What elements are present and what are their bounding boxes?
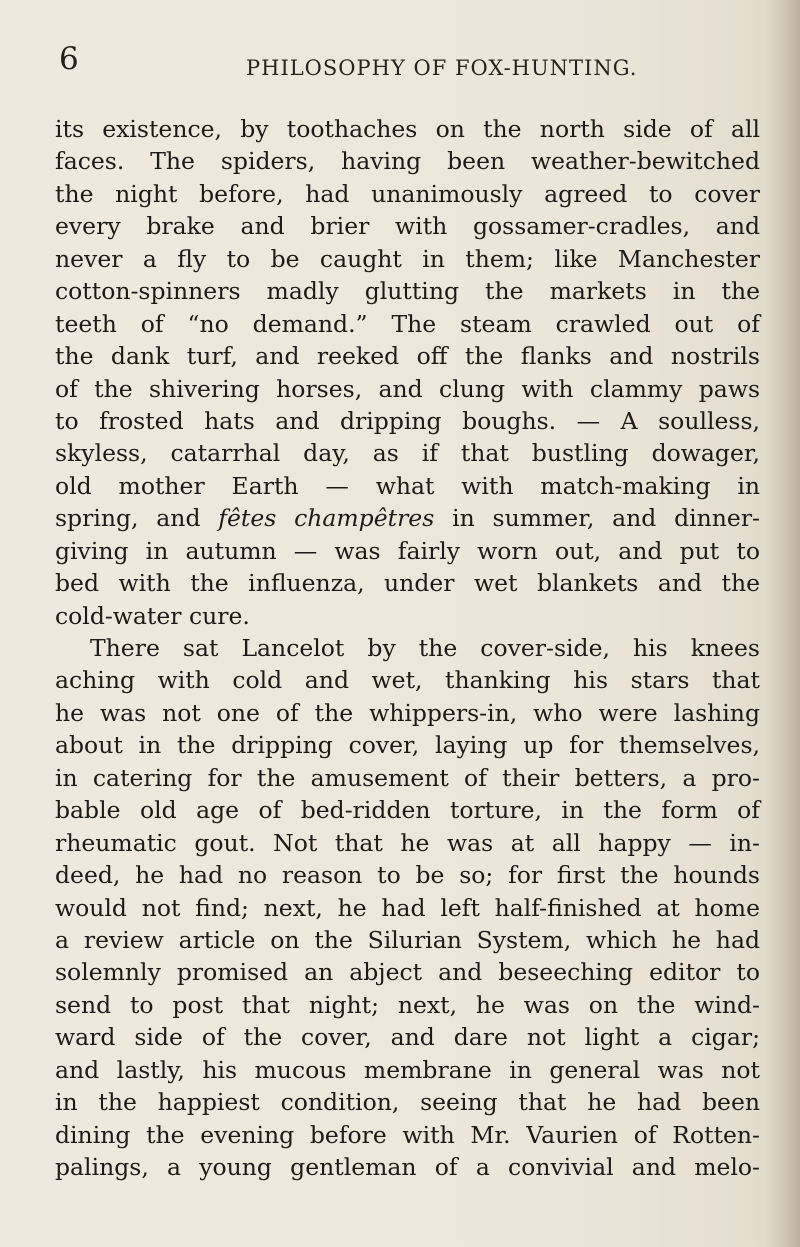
text-line: to frosted hats and dripping boughs. — A soulless, — [55, 406, 760, 435]
running-head: PHILOSOPHY OF FOX-HUNTING. — [246, 56, 638, 80]
text-line: faces. The spiders, having been weather-bewitched — [55, 147, 760, 176]
body-text — [55, 113, 760, 1183]
text-line: old mother Earth — what with match-making in — [55, 471, 760, 500]
text-line-with-italic — [55, 502, 760, 534]
text-line: skyless, catarrhal day, as if that bustling dowager, — [55, 439, 760, 468]
paragraph-end-line: cold-water cure. — [55, 601, 250, 630]
paragraph-start-line: There sat Lancelot by the cover-side, his knees — [90, 634, 760, 662]
text-line: solemnly promised an abject and beseeching editor to — [55, 958, 760, 987]
page-gutter-shadow — [766, 0, 800, 1247]
text-line: the night before, had unanimously agreed to cover — [55, 179, 760, 208]
text-line: would not find; next, he had left half-finished at home — [55, 893, 760, 922]
text-line: deed, he had no reason to be so; for first the hounds — [55, 861, 760, 890]
text-line: aching with cold and wet, thanking his stars that — [55, 666, 760, 695]
text-line: giving in autumn — was fairly worn out, and put to — [55, 536, 760, 565]
text-line: bed with the influenza, under wet blankets and the — [55, 569, 760, 598]
text-line: dining the evening before with Mr. Vaurien of Rotten- — [55, 1120, 760, 1149]
text-line: he was not one of the whippers-in, who were lashing — [55, 698, 760, 727]
text-line: palings, a young gentleman of a convivial and melo- — [55, 1153, 760, 1181]
text-line: every brake and brier with gossamer-cradles, and — [55, 212, 760, 241]
line-segment: in summer, and dinner- — [434, 504, 760, 533]
text-line: of the shivering horses, and clung with clammy paws — [55, 374, 760, 403]
text-line: cotton-spinners madly glutting the markets in the — [55, 277, 760, 306]
line-segment: spring, and — [55, 504, 219, 533]
text-line: rheumatic gout. Not that he was at all happy — in- — [55, 828, 760, 857]
text-line: and lastly, his mucous membrane in general was not — [55, 1055, 760, 1084]
text-line: its existence, by toothaches on the north side of all — [55, 115, 760, 143]
text-line: a review article on the Silurian System, which he had — [55, 925, 760, 954]
text-line: never a fly to be caught in them; like Manchester — [55, 244, 760, 273]
text-line: teeth of “no demand.” The steam crawled out of — [55, 309, 760, 338]
text-line: in catering for the amusement of their betters, a pro- — [55, 763, 760, 792]
page-number: 6 — [59, 41, 79, 77]
text-line: ward side of the cover, and dare not light a cigar; — [55, 1023, 760, 1052]
text-line: in the happiest condition, seeing that he had been — [55, 1088, 760, 1117]
text-line: the dank turf, and reeked off the flanks and nostrils — [55, 342, 760, 371]
text-line: about in the dripping cover, laying up for themselves, — [55, 731, 760, 760]
italic-phrase: fêtes champêtres — [218, 504, 435, 533]
text-line: send to post that night; next, he was on the wind- — [55, 990, 760, 1019]
text-line: bable old age of bed-ridden torture, in the form of — [55, 796, 760, 825]
